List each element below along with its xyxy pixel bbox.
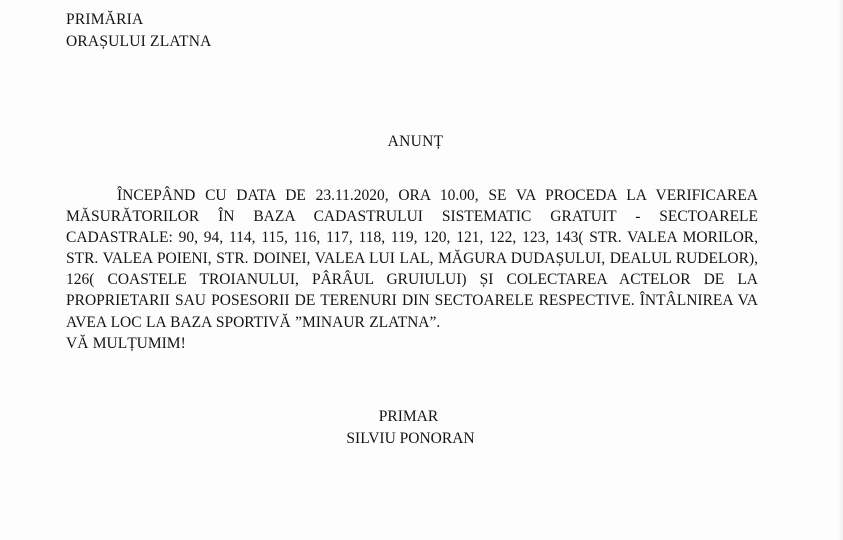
scan-edge-shadow — [837, 0, 843, 540]
closing-thanks: VĂ MULȚUMIM! — [66, 334, 186, 352]
signatory-name: SILVIU PONORAN — [346, 430, 475, 447]
document-title — [0, 133, 843, 151]
document-title-text: ANUNȚ — [387, 133, 444, 150]
issuer-line-1: PRIMĂRIA — [66, 11, 144, 28]
issuer-header — [66, 9, 212, 53]
announcement-paragraph: ÎNCEPÂND CU DATA DE 23.11.2020, ORA 10.00, SE VA PROCEDA LA VERIFICAREA MĂSURĂTORILOR ÎN BAZA CADASTRULUI SISTEMATIC GRATUIT - SECTOARELE CADASTRALE: 90, 94, 114, 115, 116, 117, 118, 119, 120, 121, 122, 123, 143( STR. VALEA MORILOR, STR. VALEA POIENI, STR. DOINEI, VALEA LUI LAL, MĂGURA DUDAȘULUI, DEALUL RUDELOR), 126( COASTELE TROIANULUI, PÂRÂUL GRUIULUI) ȘI COLECTAREA ACTELOR DE LA PROPRIETARII SAU POSESORII DE TERENURI DIN SECTOARELE RESPECTIVE. ÎNTÂLNIREA VA AVEA LOC LA BAZA SPORTIVĂ ”MINAUR ZLATNA”. — [66, 187, 758, 331]
announcement-body — [66, 185, 758, 354]
signature-block — [0, 406, 843, 450]
issuer-line-2: ORAȘULUI ZLATNA — [66, 33, 212, 50]
signatory-role: PRIMAR — [378, 408, 439, 425]
